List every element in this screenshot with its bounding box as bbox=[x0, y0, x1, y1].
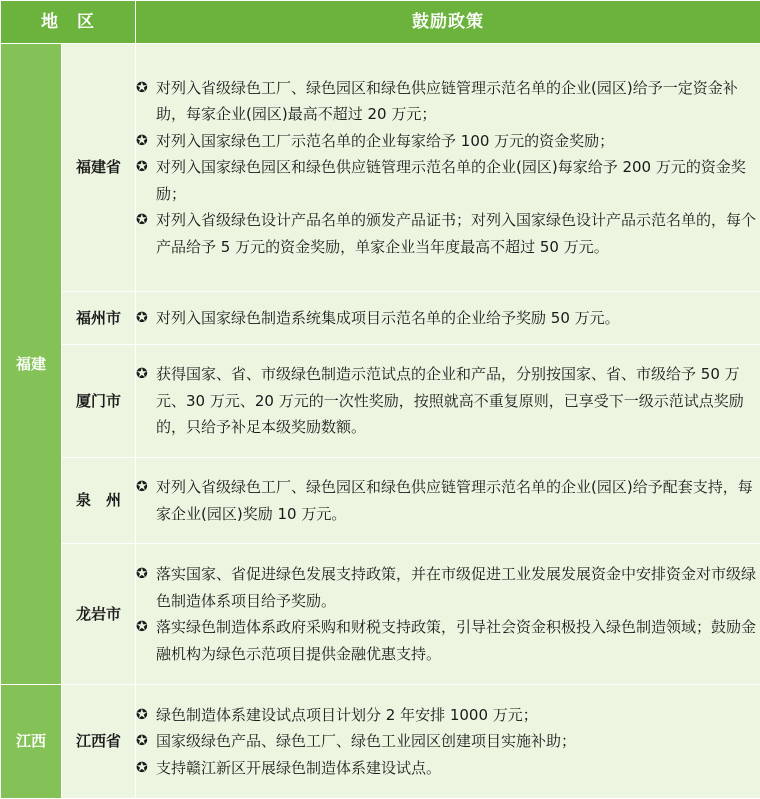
policy-item-text: 落实绿色制造体系政府采购和财税支持政策，引导社会资金积极投入绿色制造领域；鼓励金融机构为绿色示范项目提供金融优惠支持。 bbox=[156, 618, 757, 663]
star-bullet-icon: ✪ bbox=[136, 706, 148, 723]
star-bullet-icon: ✪ bbox=[136, 79, 148, 96]
table-row bbox=[1, 292, 760, 345]
policy-item bbox=[136, 561, 760, 614]
policy-item-text: 对列入省级绿色工厂、绿色园区和绿色供应链管理示范名单的企业(园区)给予一定资金补助，每家企业(园区)最高不超过 20 万元； bbox=[156, 78, 738, 124]
header-row bbox=[1, 1, 760, 44]
star-bullet-icon: ✪ bbox=[136, 159, 148, 176]
policy-item bbox=[136, 614, 760, 667]
policy-item bbox=[136, 361, 760, 441]
policy-item bbox=[136, 154, 760, 207]
star-bullet-icon: ✪ bbox=[136, 366, 148, 383]
policy-item-text: 落实国家、省促进绿色发展支持政策，并在市级促进工业发展发展资金中安排资金对市级绿色制造体系项目给予奖励。 bbox=[156, 565, 757, 610]
policy-header: 鼓励政策 bbox=[136, 1, 760, 44]
policy-item-text: 对列入国家绿色园区和绿色供应链管理示范名单的企业(园区)每家给予 200 万元的资金奖励； bbox=[156, 158, 746, 203]
city-cell: 福建省 bbox=[62, 44, 136, 292]
city-cell: 江西省 bbox=[62, 685, 136, 799]
policy-item-text: 绿色制造体系建设试点项目计划分 2 年安排 1000 万元； bbox=[156, 705, 538, 724]
table-row bbox=[1, 685, 760, 799]
star-bullet-icon: ✪ bbox=[136, 479, 148, 496]
policy-cell bbox=[136, 44, 760, 292]
policy-item bbox=[136, 75, 760, 128]
table-row bbox=[1, 543, 760, 685]
table-body bbox=[1, 44, 760, 799]
policy-item-text: 对列入省级绿色工厂、绿色园区和绿色供应链管理示范名单的企业(园区)给予配套支持，每家企业(园区)奖励 10 万元。 bbox=[156, 478, 753, 523]
policy-item-text: 对列入省级绿色设计产品名单的颁发产品证书；对列入国家绿色设计产品示范名单的，每个产品给予 5 万元的资金奖励，单家企业当年度最高不超过 50 万元。 bbox=[156, 211, 757, 256]
policy-cell bbox=[136, 458, 760, 543]
star-bullet-icon: ✪ bbox=[136, 566, 148, 583]
star-bullet-icon: ✪ bbox=[136, 759, 148, 776]
policy-cell bbox=[136, 543, 760, 685]
star-bullet-icon: ✪ bbox=[136, 733, 148, 750]
star-bullet-icon: ✪ bbox=[136, 309, 148, 326]
policy-item-text: 对列入国家绿色制造系统集成项目示范名单的企业给予奖励 50 万元。 bbox=[156, 308, 620, 327]
city-cell: 福州市 bbox=[62, 292, 136, 345]
region-header: 地 区 bbox=[1, 1, 136, 44]
policy-item bbox=[136, 702, 760, 729]
policy-item-text: 国家级绿色产品、绿色工厂、绿色工业园区创建项目实施补助； bbox=[156, 732, 577, 751]
policy-cell bbox=[136, 292, 760, 345]
star-bullet-icon: ✪ bbox=[136, 132, 148, 149]
table-row bbox=[1, 44, 760, 292]
policy-cell bbox=[136, 344, 760, 458]
policy-item bbox=[136, 755, 760, 782]
city-cell: 厦门市 bbox=[62, 344, 136, 458]
policy-item bbox=[136, 474, 760, 527]
table-row bbox=[1, 344, 760, 458]
policy-item bbox=[136, 305, 760, 332]
policy-cell bbox=[136, 685, 760, 799]
city-cell: 泉 州 bbox=[62, 458, 136, 543]
policy-item-text: 获得国家、省、市级绿色制造示范试点的企业和产品，分别按国家、省、市级给予 50 万元、30 万元、20 万元的一次性奖励，按照就高不重复原则，已享受下一级示范试点奖励的，只给予补足本级奖励数额。 bbox=[156, 365, 744, 437]
province-cell: 江西 bbox=[1, 685, 62, 799]
city-cell: 龙岩市 bbox=[62, 543, 136, 685]
policy-item bbox=[136, 728, 760, 755]
policy-item bbox=[136, 128, 760, 155]
policy-item-text: 支持赣江新区开展绿色制造体系建设试点。 bbox=[156, 758, 442, 777]
star-bullet-icon: ✪ bbox=[136, 212, 148, 229]
policy-item-text: 对列入国家绿色工厂示范名单的企业每家给予 100 万元的资金奖励； bbox=[156, 131, 615, 150]
star-bullet-icon: ✪ bbox=[136, 619, 148, 636]
table-row bbox=[1, 458, 760, 543]
province-cell: 福建 bbox=[1, 44, 62, 685]
policy-item bbox=[136, 207, 760, 260]
